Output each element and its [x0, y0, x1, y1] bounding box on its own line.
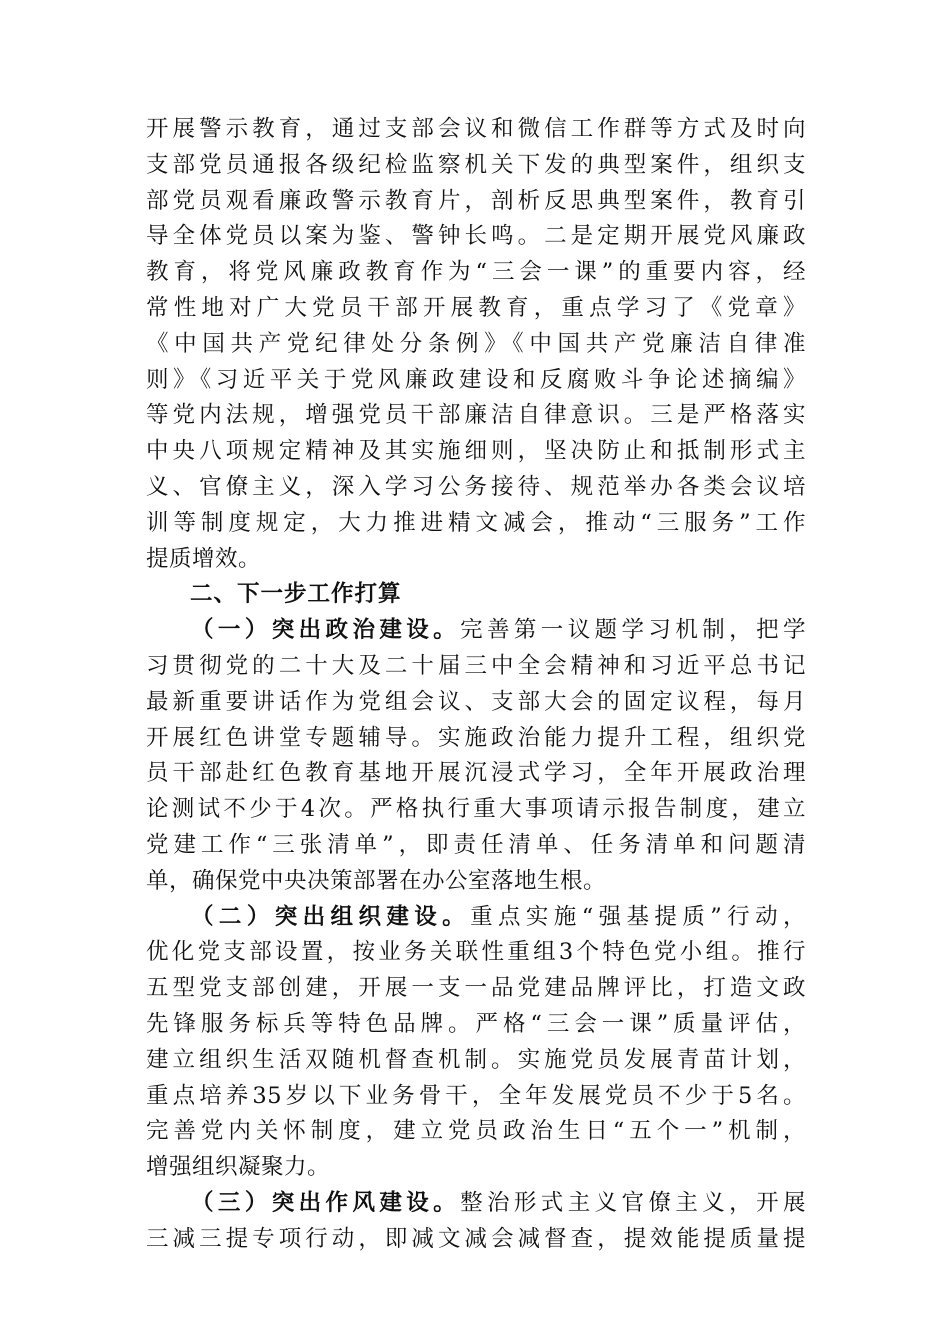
text-line: 导全体党员以案为鉴、警钟长鸣。二是定期开展党风廉政: [146, 223, 806, 250]
section-heading: 二、下一步工作打算: [190, 581, 402, 608]
text-line: 增强组织凝聚力。: [146, 1154, 331, 1181]
text-line: [146, 1186, 806, 1222]
item-organization-building: [146, 900, 806, 1186]
text-line: 则》《习近平关于党风廉政建设和反腐败斗争论述摘编》: [146, 366, 806, 393]
text-line: 重点培养35岁以下业务骨干，全年发展党员不少于5名。: [146, 1082, 806, 1109]
text-line: 教育，将党风廉政教育作为“三会一课”的重要内容，经: [146, 259, 806, 286]
document-page: [146, 112, 806, 1258]
item-lead: （三）突出作风建设。: [191, 1189, 461, 1216]
text-line: 员干部赴红色教育基地开展沉浸式学习，全年开展政治理: [146, 760, 806, 787]
text-line: 建立组织生活双随机督查机制。实施党员发展青苗计划，: [146, 1046, 806, 1073]
text-line: 完善党内关怀制度，建立党员政治生日“五个一”机制，: [146, 1118, 806, 1145]
text-line: 等党内法规，增强党员干部廉洁自律意识。三是严格落实: [146, 402, 806, 429]
text-line: 最新重要讲话作为党组会议、支部大会的固定议程，每月: [146, 688, 806, 715]
text-line: 训等制度规定，大力推进精文减会，推动“三服务”工作: [146, 509, 806, 536]
text-line: 部党员观看廉政警示教育片，剖析反思典型案件，教育引: [146, 187, 806, 214]
text-line: 常性地对广大党员干部开展教育，重点学习了《党章》: [146, 294, 806, 321]
text-line: 《中国共产党纪律处分条例》《中国共产党廉洁自律准: [146, 330, 806, 357]
item-work-style-building: [146, 1186, 806, 1258]
item-text: 整治形式主义官僚主义，开展: [460, 1189, 806, 1216]
text-line: 先锋服务标兵等特色品牌。严格“三会一课”质量评估，: [146, 1010, 806, 1037]
text-line: 五型党支部创建，开展一支一品党建品牌评比，打造文政: [146, 975, 806, 1002]
text-line: 优化党支部设置，按业务关联性重组3个特色党小组。推行: [146, 939, 806, 966]
item-political-building: [146, 613, 806, 899]
item-lead: （一）突出政治建设。: [191, 617, 461, 644]
paragraph-0: [146, 112, 806, 577]
text-line: [146, 613, 806, 649]
text-line: 开展警示教育，通过支部会议和微信工作群等方式及时向: [146, 116, 806, 142]
text-line: 党建工作“三张清单”，即责任清单、任务清单和问题清: [146, 831, 806, 858]
text-line: 中央八项规定精神及其实施细则，坚决防止和抵制形式主: [146, 438, 806, 465]
text-line: 单，确保党中央决策部署在办公室落地生根。: [146, 867, 607, 894]
text-line: 义、官僚主义，深入学习公务接待、规范举办各类会议培: [146, 473, 806, 500]
text-line: 支部党员通报各级纪检监察机关下发的典型案件，组织支: [146, 151, 806, 178]
text-line: 习贯彻党的二十大及二十届三中全会精神和习近平总书记: [146, 652, 806, 679]
item-lead: （二）突出组织建设。: [191, 903, 471, 930]
text-line: 开展红色讲堂专题辅导。实施政治能力提升工程，组织党: [146, 724, 806, 751]
text-line: 提质增效。: [146, 545, 262, 572]
text-line: 论测试不少于4次。严格执行重大事项请示报告制度，建立: [146, 796, 806, 823]
item-text: 完善第一议题学习机制，把学: [460, 617, 806, 644]
item-text: 重点实施“强基提质”行动，: [470, 903, 806, 930]
text-line: 三减三提专项行动，即减文减会减督查，提效能提质量提: [146, 1225, 806, 1252]
text-line: [146, 900, 806, 936]
